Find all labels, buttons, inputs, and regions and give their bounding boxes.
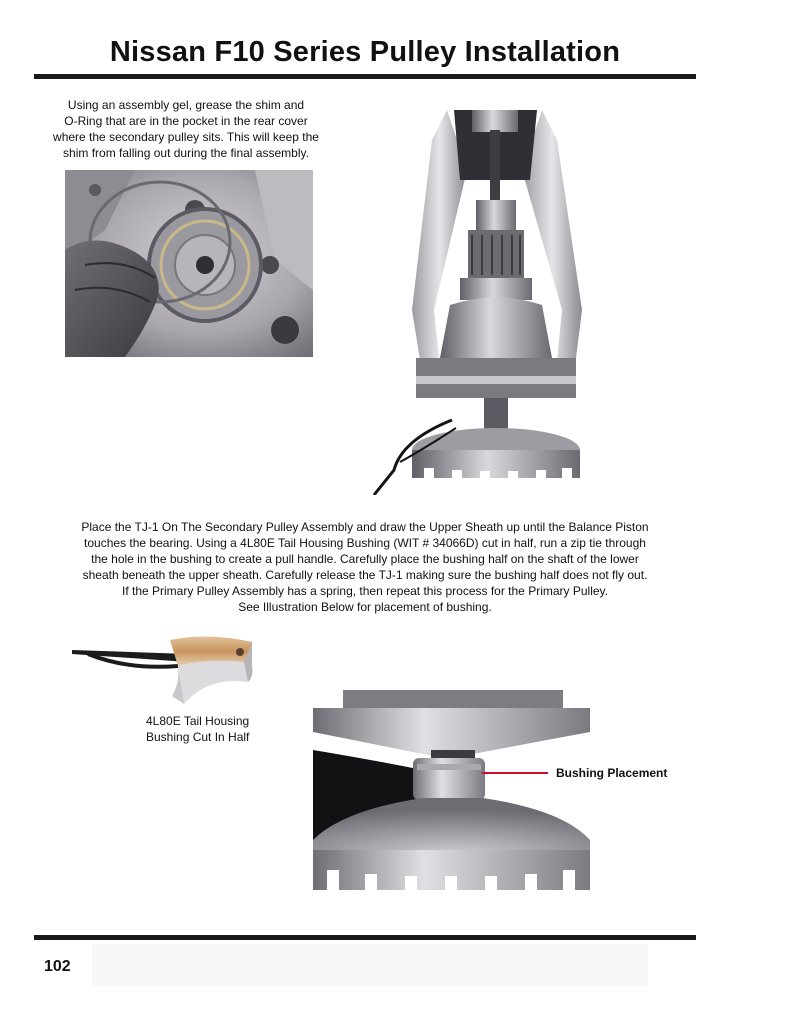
gel-step-line: O-Ring that are in the pocket in the rear cover	[64, 114, 308, 128]
tj1-step-line: sheath beneath the upper sheath. Carefully release the TJ-1 making sure the bushing half does not fly out.	[82, 568, 648, 582]
tj1-step-line: If the Primary Pulley Assembly has a spring, then repeat this process for the Primary Pulley.	[122, 584, 608, 598]
bushing-caption	[146, 713, 249, 745]
page-title: Nissan F10 Series Pulley Installation	[109, 36, 621, 68]
callout-line	[482, 772, 548, 774]
bushing-half-photo	[68, 632, 258, 708]
bushing-caption-line: 4L80E Tail Housing	[146, 714, 250, 728]
gel-step-line: Using an assembly gel, grease the shim and	[67, 98, 305, 112]
title-rule	[34, 74, 696, 79]
bushing-caption-line: Bushing Cut In Half	[146, 730, 250, 744]
gel-step-line: shim from falling out during the final assembly.	[63, 146, 309, 160]
tj1-step-line: See Illustration Below for placement of bushing.	[238, 600, 492, 614]
footer-box	[92, 944, 648, 986]
tj1-puller-photo	[372, 110, 620, 495]
tj1-step-line: the hole in the bushing to create a pull handle. Carefully place the bushing half on the shaft of the lower	[91, 552, 639, 566]
bushing-placement-photo	[313, 690, 590, 890]
page-number: 102	[44, 958, 71, 975]
footer-rule	[34, 935, 696, 940]
bushing-placement-callout: Bushing Placement	[556, 766, 668, 780]
gel-step-line: where the secondary pulley sits. This will keep the	[53, 130, 319, 144]
tj1-step-line: Place the TJ-1 On The Secondary Pulley Assembly and draw the Upper Sheath up until the Balance Piston	[81, 520, 649, 534]
rear-cover-photo	[65, 170, 313, 357]
tj1-step-text	[40, 519, 690, 615]
tj1-step-line: touches the bearing. Using a 4L80E Tail Housing Bushing (WIT # 34066D) cut in half, run a zip tie through	[84, 536, 646, 550]
gel-step-text	[40, 97, 332, 161]
